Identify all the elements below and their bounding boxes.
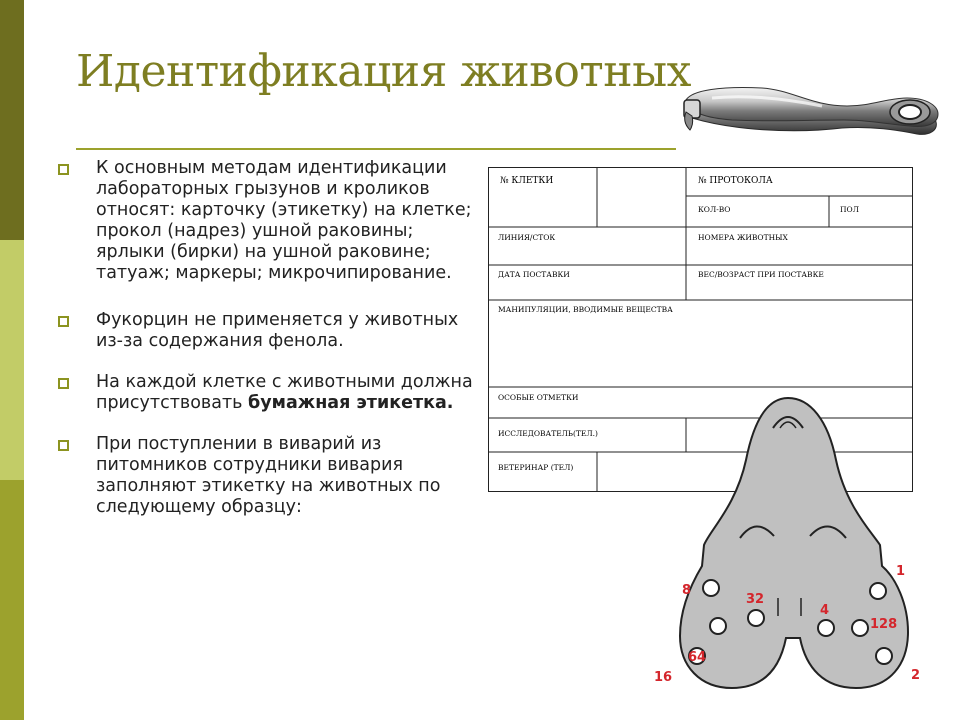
weight-age-label: ВЕС/ВОЗРАСТ ПРИ ПОСТАВКЕ bbox=[698, 270, 824, 279]
bullet-text: Фукорцин не применяется у животных из-за содержания фенола. bbox=[96, 310, 459, 351]
bullet-text: На каждой клетке с животными должна присутствовать bbox=[96, 372, 473, 413]
ear-code-number: 32 bbox=[746, 592, 765, 607]
ear-hole bbox=[852, 620, 868, 636]
hollow-square-bullet-icon bbox=[58, 378, 69, 389]
side-strip-top bbox=[0, 0, 24, 240]
ear-hole bbox=[870, 583, 886, 599]
bullet-text: К основным методам идентификации лабораторных грызунов и кроликов относят: карточку (этикетку) на клетке; прокол (надрез) ушной раковины; ярлыки (бирки) на ушной раковине; татуаж; маркеры; микрочипирование. bbox=[96, 158, 472, 283]
ear-diagram-shape bbox=[680, 398, 908, 688]
ear-hole bbox=[703, 580, 719, 596]
protocol-number-label: № ПРОТОКОЛА bbox=[698, 176, 773, 186]
ear-hole bbox=[818, 620, 834, 636]
title-underline bbox=[76, 148, 676, 150]
sex-label: ПОЛ bbox=[840, 205, 859, 214]
manipulations-label: МАНИПУЛЯЦИИ, ВВОДИМЫЕ ВЕЩЕСТВА bbox=[498, 305, 673, 314]
ear-punch-clip-icon bbox=[672, 76, 944, 146]
ear-hole bbox=[710, 618, 726, 634]
cage-number-label: № КЛЕТКИ bbox=[500, 176, 554, 186]
ear-code-number: 128 bbox=[870, 617, 898, 632]
delivery-date-label: ДАТА ПОСТАВКИ bbox=[498, 270, 570, 279]
bullet-text: При поступлении в виварий из питомников сотрудники вивария заполняют этикетку на животных по следующему образцу: bbox=[96, 434, 441, 517]
ear-code-number: 8 bbox=[682, 583, 692, 598]
side-strip-middle bbox=[0, 240, 24, 480]
hollow-square-bullet-icon bbox=[58, 164, 69, 175]
researcher-label: ИССЛЕДОВАТЕЛЬ(тел.) bbox=[498, 429, 598, 438]
side-strip-bottom bbox=[0, 480, 24, 720]
bullet-list bbox=[58, 158, 478, 518]
bullet-item bbox=[58, 372, 478, 414]
hollow-square-bullet-icon bbox=[58, 440, 69, 451]
special-notes-label: ОСОБЫЕ ОТМЕТКИ bbox=[498, 393, 579, 402]
line-stock-label: ЛИНИЯ/СТОК bbox=[498, 233, 556, 242]
hollow-square-bullet-icon bbox=[58, 316, 69, 327]
bullet-bold-text: бумажная этикетка. bbox=[248, 393, 454, 413]
ear-code-number: 4 bbox=[820, 603, 830, 618]
bullet-item bbox=[58, 158, 478, 284]
slide-title: Идентификация животных bbox=[76, 46, 691, 97]
ear-code-number: 16 bbox=[654, 670, 673, 685]
bullet-item bbox=[58, 434, 478, 518]
animal-numbers-label: НОМЕРА ЖИВОТНЫХ bbox=[698, 233, 788, 242]
ear-hole bbox=[748, 610, 764, 626]
ear-code-number: 64 bbox=[688, 650, 707, 665]
ear-code-number: 2 bbox=[911, 668, 921, 683]
count-label: КОЛ-ВО bbox=[698, 205, 731, 214]
ear-code-number: 1 bbox=[896, 564, 906, 579]
ear-punch-code-diagram bbox=[640, 380, 940, 720]
ear-hole bbox=[876, 648, 892, 664]
veterinarian-label: ВЕТЕРИНАР (тел) bbox=[498, 463, 574, 472]
bullet-item bbox=[58, 310, 478, 352]
